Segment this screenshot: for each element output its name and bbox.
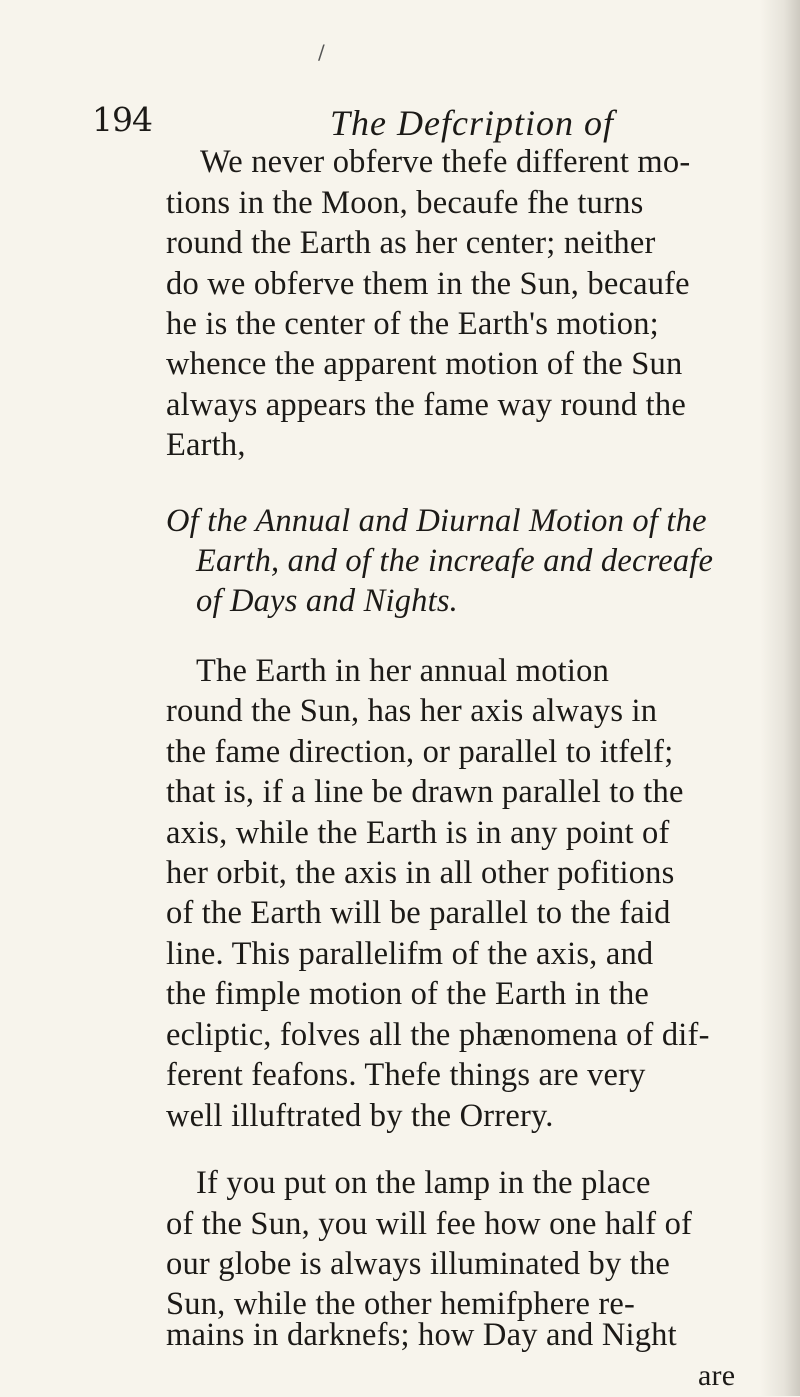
paragraph-1-line: round the Earth as her center; neither [166,225,656,262]
paragraph-2-line: the fame direction, or parallel to itfelf; [166,733,674,770]
paragraph-2-line: that is, if a line be drawn parallel to the [166,774,684,811]
page-edge-shadow [760,0,800,1396]
paragraph-1-line: Earth, [166,427,246,464]
paragraph-1-line: he is the center of the Earth's motion; [166,306,659,343]
paragraph-1-line: tions in the Moon, becaufe fhe turns [166,184,644,221]
paragraph-2-line: her orbit, the axis in all other pofitions [166,855,675,891]
page-number: 194 [92,100,152,139]
section-heading-line: Earth, and of the increafe and decreafe [196,542,714,579]
paragraph-3-line: of the Sun, you will fee how one half of [166,1205,693,1242]
section-heading-line: of Days and Nights. [196,583,459,620]
paragraph-2-line: The Earth in her annual motion [196,652,610,689]
paragraph-1-line: whence the apparent motion of the Sun [166,346,683,383]
paragraph-2-line: ecliptic, folves all the phænomena of dif- [166,1016,710,1053]
paragraph-1-line: We never obferve thefe different mo- [200,144,691,181]
paragraph-2-line: axis, while the Earth is in any point of [166,814,670,851]
running-title: The Defcription of [330,103,614,143]
paragraph-3-line: Sun, while the other hemifphere re- [166,1286,636,1323]
paragraph-1-line: always appears the fame way round the [166,386,686,423]
paragraph-2-line: round the Sun, has her axis always in [166,693,658,730]
paragraph-1-line: do we obferve them in the Sun, becaufe [166,265,690,302]
paragraph-3-line: mains in darknefs; how Day and Night [166,1316,677,1353]
paragraph-2-line: well illuftrated by the Orrery. [166,1097,554,1134]
paragraph-2-line: ferent feafons. Thefe things are very [166,1057,646,1094]
pencil-mark: / [318,40,325,64]
paragraph-2-line: of the Earth will be parallel to the faid [166,895,671,932]
paragraph-3-line: our globe is always illuminated by the [166,1246,671,1283]
paragraph-2-line: line. This parallelifm of the axis, and [166,935,654,972]
section-heading-line: Of the Annual and Diurnal Motion of the [166,502,707,539]
paragraph-3-line: If you put on the lamp in the place [196,1165,651,1202]
paragraph-2-line: the fimple motion of the Earth in the [166,976,650,1013]
catchword: are [698,1358,736,1392]
